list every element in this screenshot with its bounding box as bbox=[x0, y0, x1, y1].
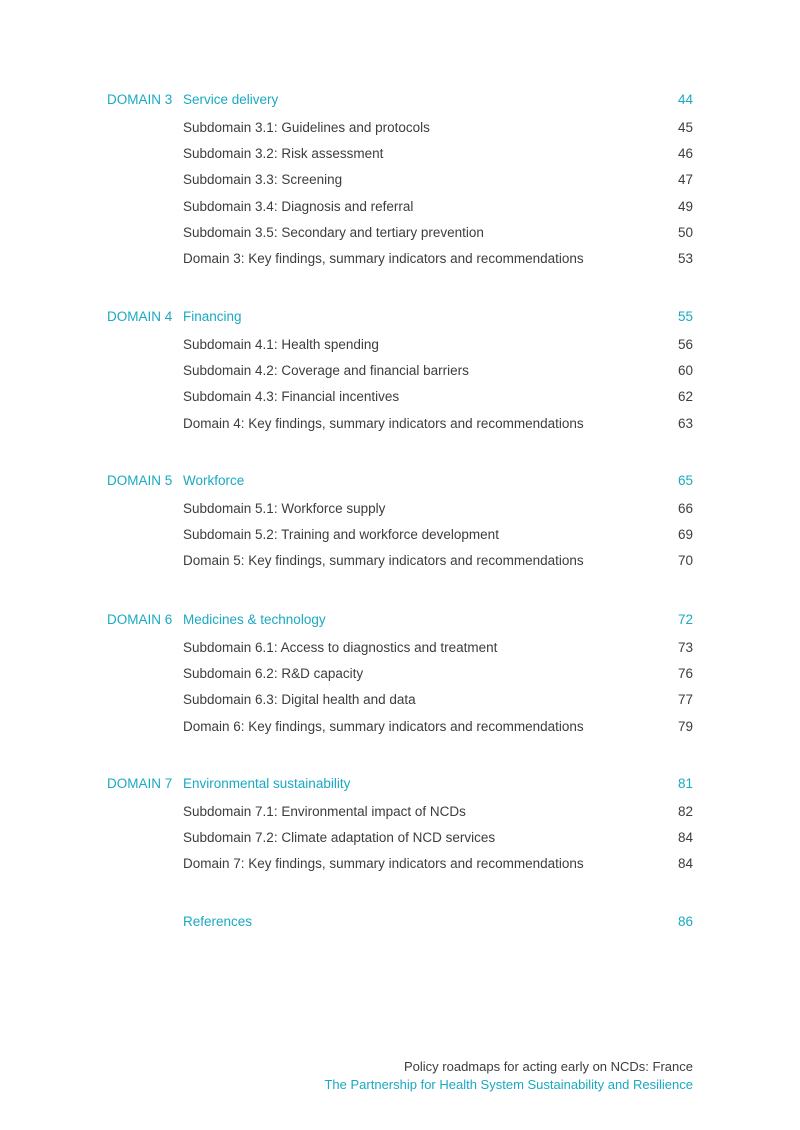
toc-page-number: 82 bbox=[677, 804, 693, 819]
toc-entry[interactable] bbox=[0, 551, 800, 571]
toc-entry-title: Subdomain 6.1: Access to diagnostics and treatment bbox=[183, 640, 498, 655]
toc-section-heading[interactable] bbox=[0, 307, 800, 327]
toc-entry[interactable] bbox=[0, 690, 800, 710]
toc-entry-title: Subdomain 6.3: Digital health and data bbox=[183, 692, 416, 708]
toc-section-title: Workforce bbox=[183, 473, 245, 488]
toc-section-heading[interactable] bbox=[0, 774, 800, 794]
toc-domain-label: DOMAIN 4 bbox=[107, 309, 173, 324]
toc-section-heading[interactable] bbox=[0, 90, 800, 110]
toc-entry-title: Subdomain 3.5: Secondary and tertiary prevention bbox=[183, 224, 484, 240]
toc-page-number: 86 bbox=[677, 914, 693, 929]
toc-page-number: 49 bbox=[677, 198, 693, 214]
toc-entry-title: Subdomain 3.2: Risk assessment bbox=[183, 146, 384, 162]
toc-entry-title: Domain 6: Key findings, summary indicators and recommendations bbox=[183, 718, 584, 734]
toc-domain-label: DOMAIN 6 bbox=[107, 612, 173, 627]
toc-page-number: 76 bbox=[677, 666, 693, 682]
toc-entry[interactable] bbox=[0, 638, 800, 658]
toc-entry[interactable] bbox=[0, 525, 800, 545]
toc-entry[interactable] bbox=[0, 499, 800, 519]
toc-page-number: 81 bbox=[677, 776, 693, 791]
toc-section-heading[interactable] bbox=[0, 471, 800, 491]
toc-entry-title: Domain 3: Key findings, summary indicators and recommendations bbox=[183, 251, 584, 266]
toc-page-number: 56 bbox=[677, 337, 693, 352]
toc-page-number: 73 bbox=[677, 640, 693, 655]
toc-entry[interactable] bbox=[0, 664, 800, 684]
toc-entry[interactable] bbox=[0, 197, 800, 217]
toc-page-number: 46 bbox=[677, 146, 693, 162]
toc-entry-title: Subdomain 5.1: Workforce supply bbox=[183, 501, 386, 516]
toc-section-heading[interactable] bbox=[0, 610, 800, 630]
toc-domain-label: DOMAIN 3 bbox=[107, 92, 173, 107]
toc-entry-title: Domain 7: Key findings, summary indicators and recommendations bbox=[183, 856, 584, 872]
toc-page-number: 77 bbox=[677, 692, 693, 708]
footer-organization: The Partnership for Health System Sustainability and Resilience bbox=[324, 1077, 693, 1092]
toc-page-number: 72 bbox=[677, 612, 693, 627]
toc-section-title: Service delivery bbox=[183, 92, 279, 107]
toc-domain-label: DOMAIN 5 bbox=[107, 473, 173, 488]
toc-page-number: 70 bbox=[677, 553, 693, 569]
toc-entry-title: Domain 5: Key findings, summary indicators and recommendations bbox=[183, 553, 584, 569]
toc-page-number: 79 bbox=[677, 718, 693, 734]
toc-entry[interactable] bbox=[0, 361, 800, 381]
toc-entry[interactable] bbox=[0, 414, 800, 434]
toc-section-title: Financing bbox=[183, 309, 242, 324]
toc-page-number: 53 bbox=[677, 251, 693, 266]
footer-report-title: Policy roadmaps for acting early on NCDs: France bbox=[403, 1059, 693, 1074]
toc-entry-title: Subdomain 3.4: Diagnosis and referral bbox=[183, 198, 414, 214]
toc-entry[interactable] bbox=[0, 828, 800, 848]
toc-page-number: 62 bbox=[677, 389, 693, 405]
toc-entry-title: Subdomain 4.3: Financial incentives bbox=[183, 389, 400, 405]
toc-entry-title: Subdomain 7.2: Climate adaptation of NCD services bbox=[183, 830, 496, 846]
toc-page-number: 45 bbox=[677, 120, 693, 135]
toc-entry[interactable] bbox=[0, 170, 800, 190]
toc-page-number: 55 bbox=[677, 309, 693, 324]
toc-entry-title: Domain 4: Key findings, summary indicators and recommendations bbox=[183, 415, 584, 431]
toc-entry-title: Subdomain 3.3: Screening bbox=[183, 172, 343, 188]
toc-domain-label: DOMAIN 7 bbox=[107, 776, 173, 791]
toc-page-number: 50 bbox=[677, 224, 693, 240]
toc-page-number: 66 bbox=[677, 501, 693, 516]
toc-section-title: Environmental sustainability bbox=[183, 776, 351, 791]
toc-entry[interactable] bbox=[0, 223, 800, 243]
toc-entry[interactable] bbox=[0, 854, 800, 874]
toc-page-number: 69 bbox=[677, 527, 693, 543]
toc-entry[interactable] bbox=[0, 717, 800, 737]
toc-page-number: 63 bbox=[677, 415, 693, 431]
toc-entry[interactable] bbox=[0, 118, 800, 138]
toc-entry-title: Subdomain 3.1: Guidelines and protocols bbox=[183, 120, 430, 135]
toc-entry[interactable] bbox=[0, 335, 800, 355]
toc-page-number: 47 bbox=[677, 172, 693, 188]
toc-entry[interactable] bbox=[0, 802, 800, 822]
toc-page-number: 44 bbox=[677, 92, 693, 107]
toc-entry[interactable] bbox=[0, 144, 800, 164]
toc-section-heading[interactable] bbox=[0, 912, 800, 932]
toc-page-number: 65 bbox=[677, 473, 693, 488]
toc-entry-title: Subdomain 5.2: Training and workforce development bbox=[183, 527, 499, 543]
toc-entry-title: Subdomain 6.2: R&D capacity bbox=[183, 666, 364, 682]
toc-entry-title: Subdomain 7.1: Environmental impact of NCDs bbox=[183, 804, 466, 819]
toc-page-number: 84 bbox=[677, 830, 693, 846]
toc-section-title: Medicines & technology bbox=[183, 612, 326, 627]
toc-section-title: References bbox=[183, 914, 253, 929]
toc-entry-title: Subdomain 4.2: Coverage and financial barriers bbox=[183, 363, 469, 379]
toc-entry[interactable] bbox=[0, 387, 800, 407]
toc-page-number: 84 bbox=[677, 856, 693, 872]
page-footer bbox=[324, 1058, 693, 1094]
toc-entry[interactable] bbox=[0, 249, 800, 269]
toc-entry-title: Subdomain 4.1: Health spending bbox=[183, 337, 379, 352]
toc-page-number: 60 bbox=[677, 363, 693, 379]
